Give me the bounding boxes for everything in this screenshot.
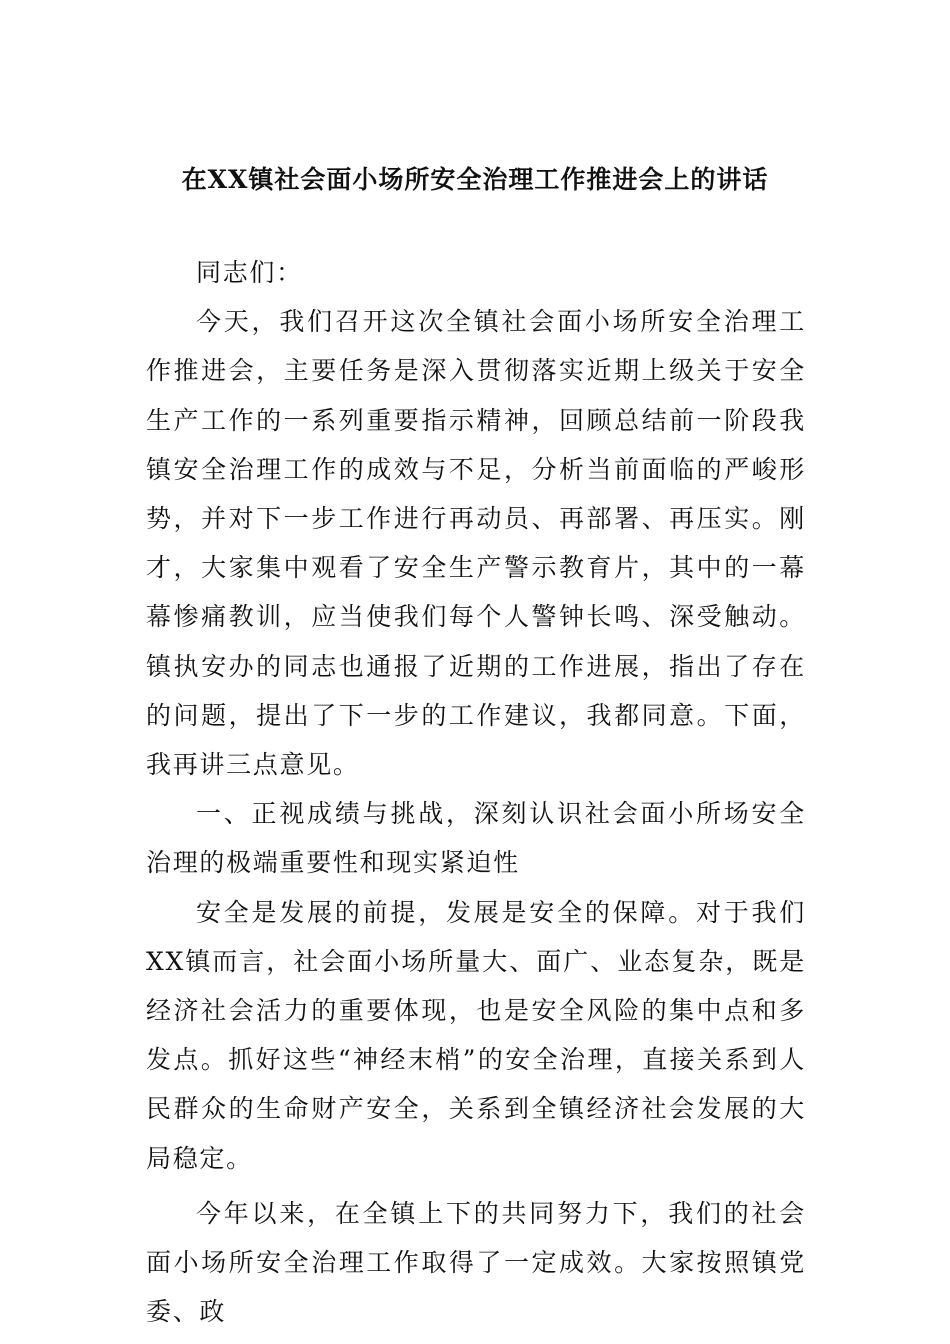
section-heading-1: 一、正视成绩与挑战，深刻认识社会面小所场安全治理的极端重要性和现实紧迫性 — [146, 799, 806, 878]
document-title: 在XX镇社会面小场所安全治理工作推进会上的讲话 — [181, 165, 769, 194]
paragraph-opening: 今天，我们召开这次全镇社会面小场所安全治理工作推进会，主要任务是深入贯彻落实近期上级关于安全生产工作的一系列重要指示精神，回顾总结前一阶段我镇安全治理工作的成效与不足，分析当前面临的严峻形势，并对下一步工作进行再动员、再部署、再压实。刚才，大家集中观看了安全生产警示教育片，其中的一幕幕惨痛教训，应当使我们每个人警钟长鸣、深受触动。镇执安办的同志也通报了近期的工作进展，指出了存在的问题，提出了下一步的工作建议，我都同意。下面，我再讲三点意见。 — [146, 307, 806, 780]
greeting: 同志们： — [196, 258, 303, 287]
paragraph-safety-importance: 安全是发展的前提，发展是安全的保障。对于我们XX镇而言，社会面小场所量大、面广、业态复杂，既是经济社会活力的重要体现，也是安全风险的集中点和多发点。抓好这些“神经末梢”的安全治理，直接关系到人民群众的生命财产安全，关系到全镇经济社会发展的大局稳定。 — [146, 897, 806, 1173]
paragraph-achievements: 今年以来，在全镇上下的共同努力下，我们的社会面小场所安全治理工作取得了一定成效。大家按照镇党委、政 — [146, 1198, 806, 1327]
document-body — [146, 248, 806, 1336]
